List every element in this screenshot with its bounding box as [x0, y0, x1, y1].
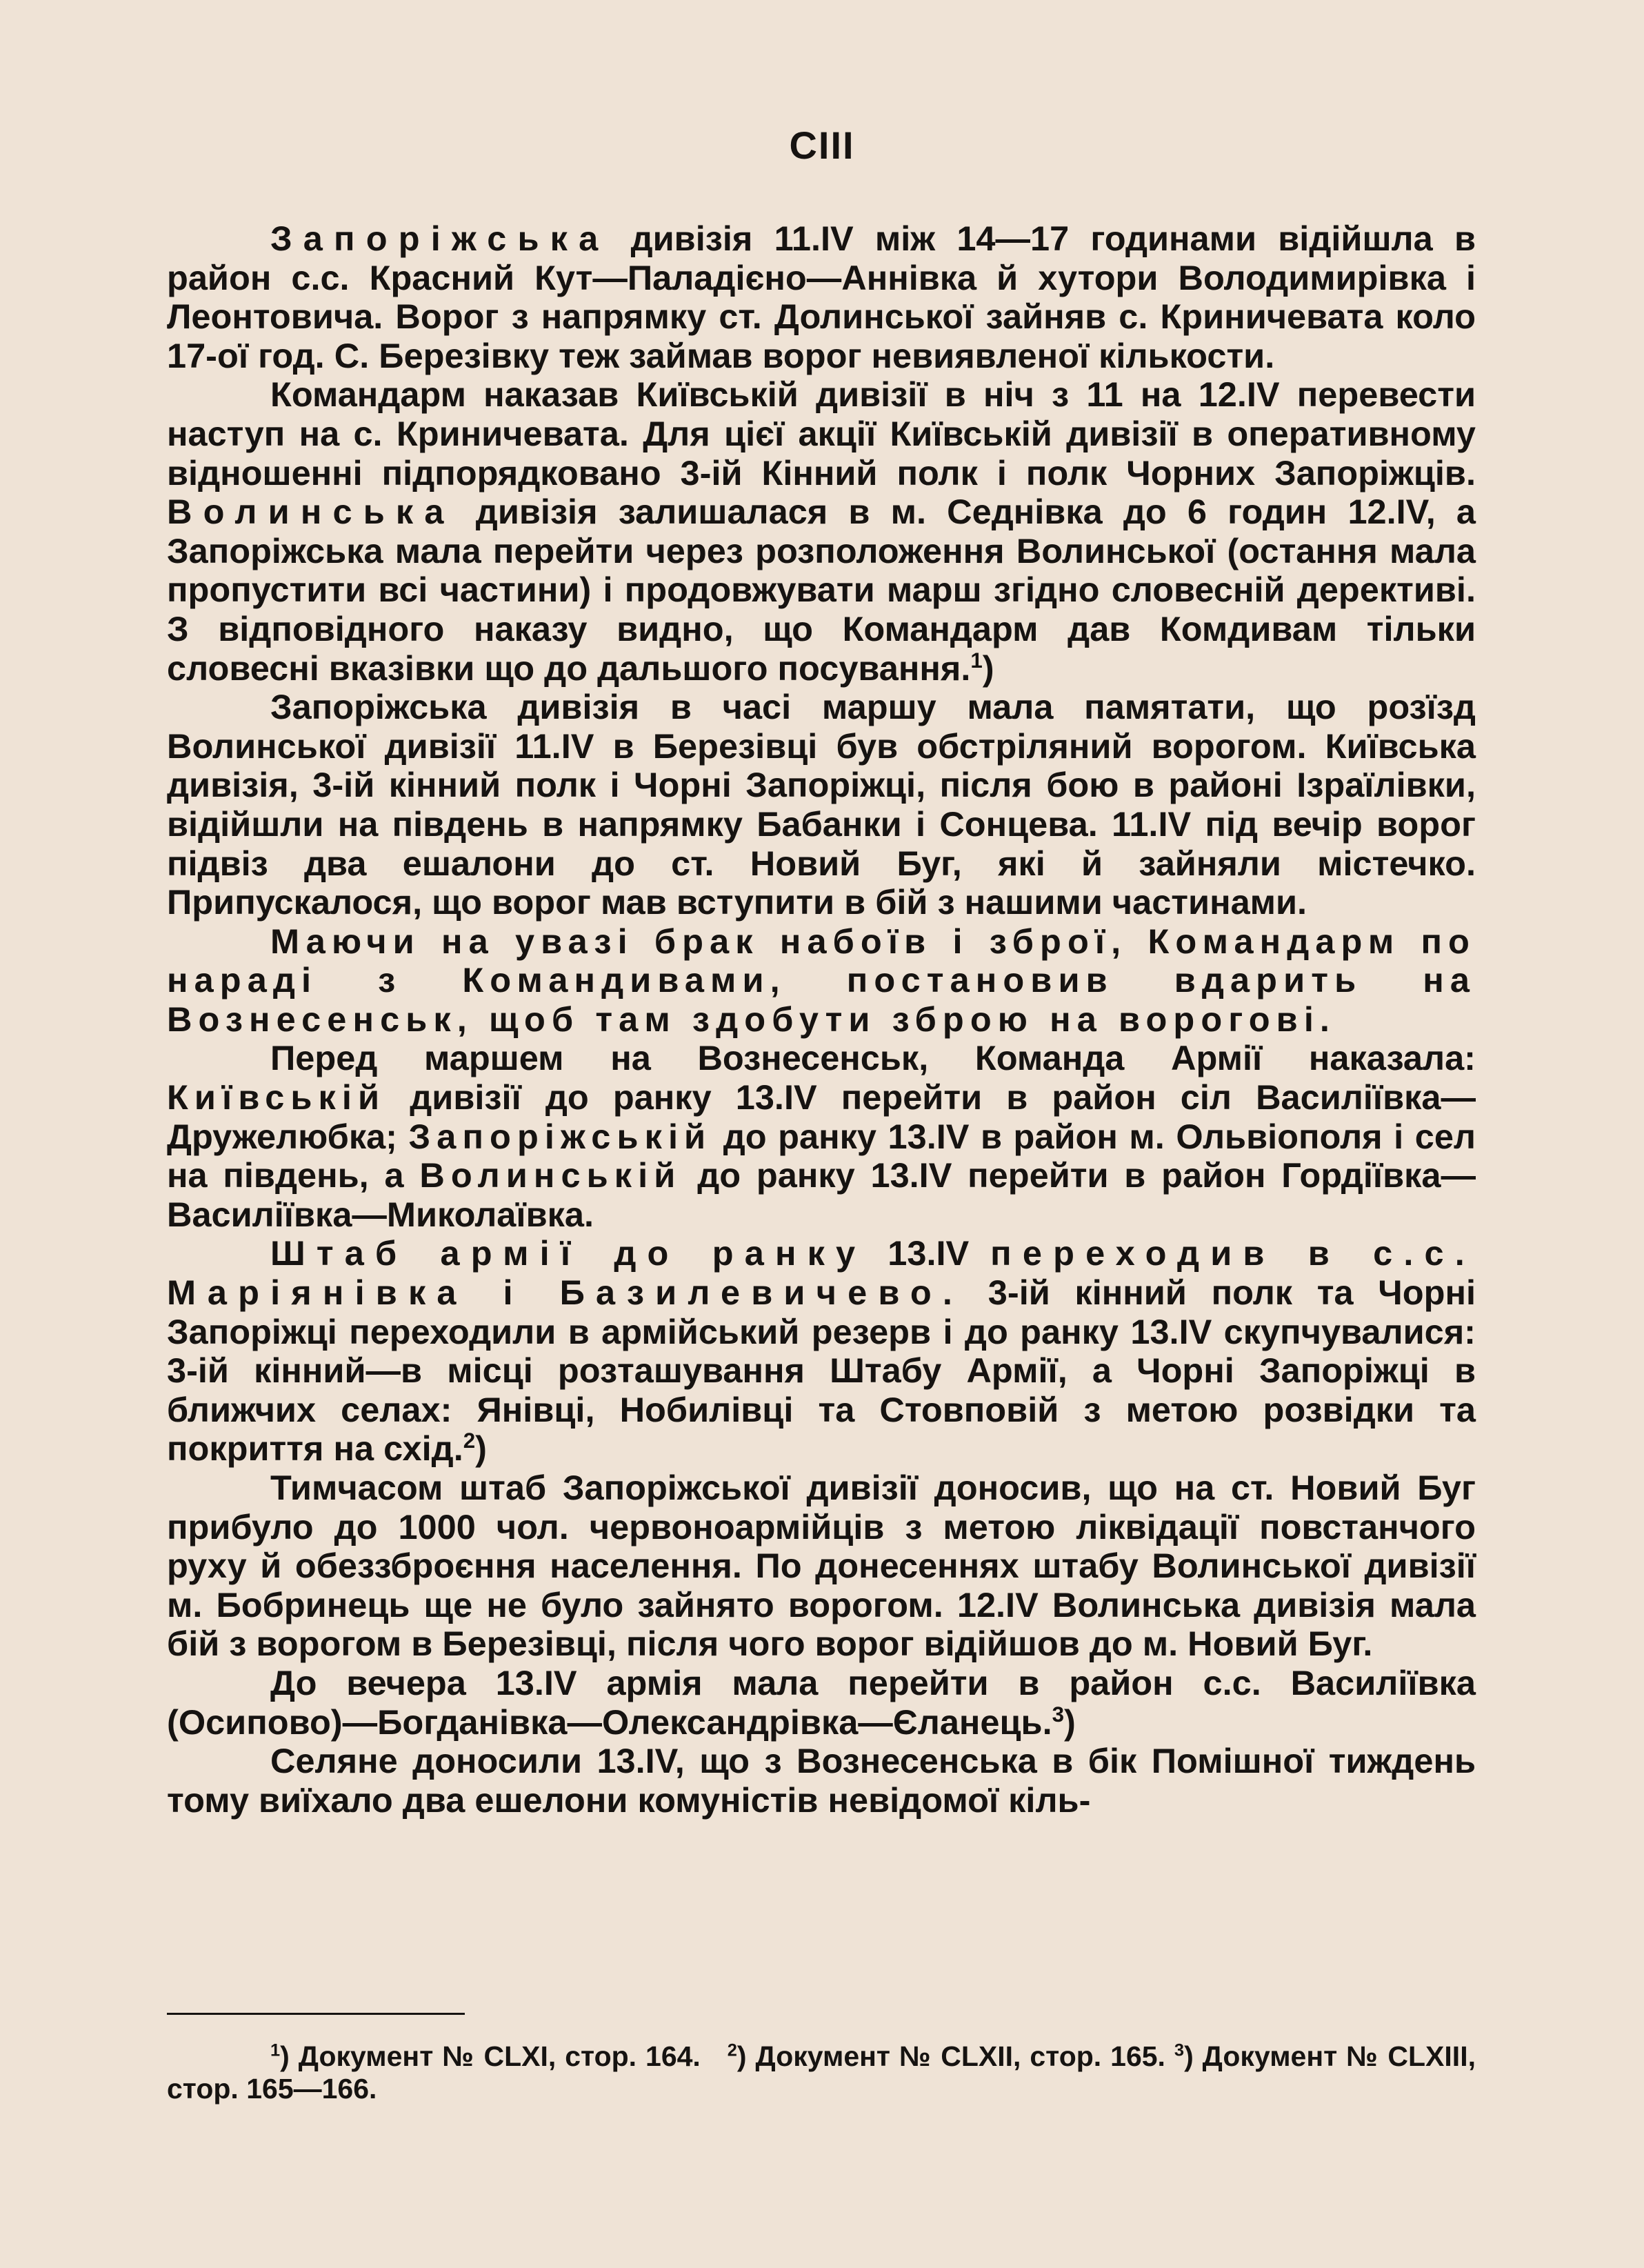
- footnote-text: ) Документ № CLXII, стор. 165.: [736, 2040, 1165, 2072]
- paragraph-text: ): [1064, 1702, 1076, 1742]
- paragraph-text: до ранку 13.IV перейти в район Гордіївка—Василіївка—Миколаївка.: [167, 1155, 1476, 1234]
- paragraph-text: дивізії до ранку 13.IV перейти в район сіл Василіївка—Дружелюбка;: [167, 1077, 1476, 1156]
- paragraph-4: [167, 922, 1476, 1040]
- paragraph-text: Перед маршем на Вознесенськ, Команда Армії наказала:: [270, 1038, 1476, 1078]
- spaced-emphasis: Київській: [167, 1077, 386, 1117]
- paragraph-text: дивізія залишалася в м. Седнівка до 6 годин 12.IV, а Запоріжська мала перейти через розположення Волинської (остання мала пропустити всі частини) і продовжувати марш згідно словесній дерективі. З відповідного наказу видно, що Командарм дав Комдивам тільки словесні вказівки що до дальшого посування.: [167, 492, 1476, 688]
- paragraph-text: до ранку 13.IV в район м. Ольвіополя і сел на південь, а: [167, 1116, 1476, 1195]
- paragraph-text: ): [982, 648, 994, 688]
- footnote-text: ) Документ № CLXI, стор. 164.: [280, 2040, 701, 2072]
- paragraph-text: Тимчасом штаб Запоріжської дивізії доносив, що на ст. Новий Буг прибуло до 1000 чол. червоноармійців з метою ліквідації повстанчого руху й обеззброєння населення. По донесеннях штабу Волинської дивізії м. Бобринець ще не було зайнято ворогом. 12.IV Волинська дивізія мала бій з ворогом в Березівці, після чого ворог відійшов до м. Новий Буг.: [167, 1468, 1476, 1664]
- footnote-mark: 1: [270, 2040, 281, 2060]
- paragraph-2: [167, 375, 1476, 688]
- paragraph-8: [167, 1664, 1476, 1742]
- footnote-mark: 2: [727, 2040, 737, 2060]
- spaced-emphasis: Волинській: [419, 1155, 682, 1195]
- paragraph-text: ): [475, 1429, 487, 1469]
- spaced-emphasis: Запоріжська: [270, 219, 610, 258]
- footnote-divider: [167, 2013, 465, 2015]
- spaced-emphasis: Запоріжській: [408, 1116, 712, 1156]
- paragraph-5: [167, 1039, 1476, 1234]
- paragraph-text: дивізія 11.IV між 14—17 годинами відійшла в район с.с. Красний Кут—Паладієно—Аннівка й хутори Володимирівка і Леонтовича. Ворог з напрямку ст. Долинської зайняв с. Криничевата коло 17-ої год. С. Березівку теж займав ворог невиявленої кількости.: [167, 219, 1476, 375]
- paragraph-6: [167, 1234, 1476, 1469]
- paragraph-text: До вечера 13.IV армія мала перейти в район с.с. Василіївка (Осипово)—Богданівка—Олександрівка—Єланець.: [167, 1662, 1476, 1742]
- paragraph-text: Запоріжська дивізія в часі маршу мала памятати, що розїзд Волинської дивізії 11.IV в Березівці був обстріляний ворогом. Київська дивізія, 3-ій кінний полк і Чорні Запоріжці, після бою в районі Ізраїлівки, відійшли на південь в напрямку Бабанки і Сонцева. 11.IV під вечір ворог підвіз два ешалони до ст. Новий Буг, які й зайняли містечко. Припускалося, що ворог мав вступити в бій з нашими частинами.: [167, 687, 1476, 922]
- footnote-mark: 3: [1174, 2040, 1185, 2060]
- paragraph-text: 3-ій кінний полк та Чорні Запоріжці переходили в армійський резерв і до ранку 13.IV скупчувалися: 3-ій кінний—в місці розташування Штабу Армії, а Чорні Запоріжці в ближчих селах: Янівці, Нобилівці та Стовповій з метою розвідки та покриття на схід.: [167, 1273, 1476, 1469]
- footnote-text: ) Документ № CLXIII, стор. 165—166.: [167, 2040, 1476, 2105]
- footnote-ref: 1: [970, 648, 983, 673]
- footnote-line: [167, 2040, 1476, 2105]
- paragraph-7: [167, 1469, 1476, 1664]
- spaced-emphasis: переходив в с.с. Маріянівка і Базилевичево.: [167, 1233, 1476, 1313]
- paragraph-text: Командарм наказав Київській дивізії в ніч з 11 на 12.IV перевести наступ на с. Криничевата. Для цієї акції Київській дивізії в оперативному відношенні підпорядковано 3-ій Кінний полк і полк Чорних Запоріжців.: [167, 375, 1476, 493]
- spaced-emphasis: Штаб армії до ранку: [270, 1233, 867, 1273]
- spaced-emphasis: Маючи на увазі брак набоїв і зброї, Командарм по нараді з Командивами, постановив вдарить на Вознесенськ, щоб там здобути зброю на ворогові.: [167, 921, 1476, 1039]
- footnotes: [167, 2040, 1476, 2105]
- paragraph-1: [167, 219, 1476, 375]
- paragraph-3: [167, 688, 1476, 922]
- page-number: CIII: [789, 123, 855, 167]
- paragraph-9: [167, 1742, 1476, 1820]
- body-text: [167, 219, 1476, 1820]
- spaced-emphasis: Волинська: [167, 492, 455, 532]
- paragraph-text: 13.IV: [866, 1233, 991, 1273]
- paragraph-text: Селяне доносили 13.IV, що з Вознесенська в бік Помішної тиждень тому виїхало два ешелони комуністів невідомої кіль-: [167, 1741, 1476, 1820]
- footnote-ref: 3: [1052, 1702, 1065, 1727]
- footnote-ref: 2: [463, 1429, 476, 1453]
